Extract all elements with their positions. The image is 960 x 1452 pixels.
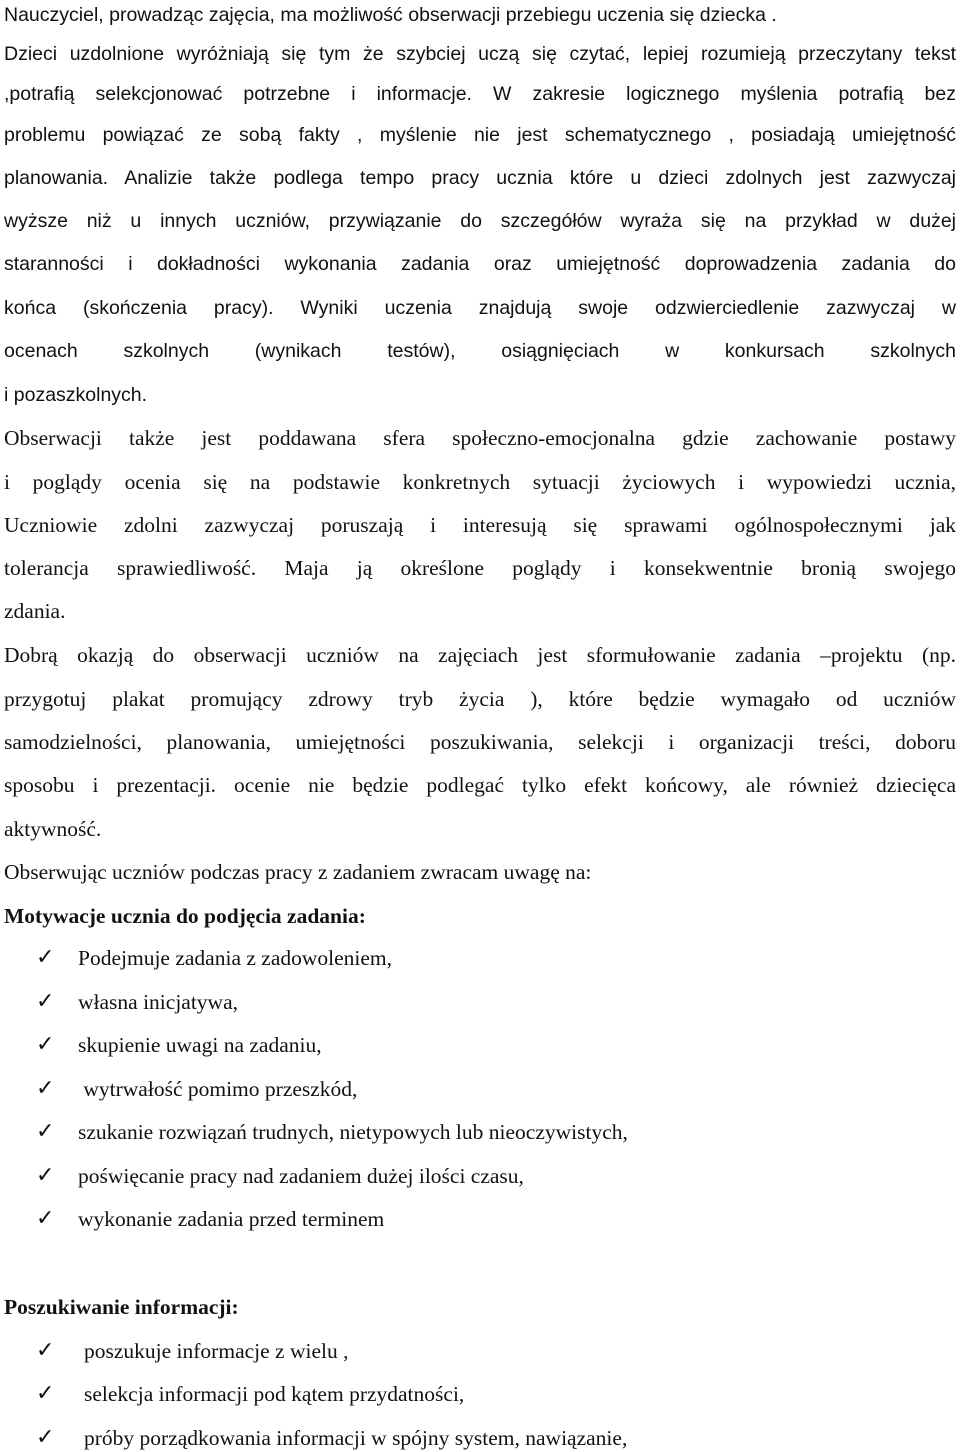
paragraph3-line: sposobu i prezentacji. ocenie nie będzie podlegać tylko efekt końcowy, ale również dziecięca	[4, 773, 956, 797]
paragraph2-line: i poglądy ocenia się na podstawie konkretnych sytuacji życiowych i wypowiedzi ucznia,	[4, 470, 956, 494]
checkmark-icon: ✓	[36, 1206, 55, 1231]
checkmark-icon: ✓	[36, 1076, 55, 1101]
list-item: wykonanie zadania przed terminem	[78, 1207, 385, 1231]
checkmark-icon: ✓	[36, 1425, 55, 1450]
list-item: skupienie uwagi na zadaniu,	[78, 1033, 322, 1057]
paragraph1-line: staranności i dokładności wykonania zadania oraz umiejętność doprowadzenia zadania do	[4, 253, 956, 275]
list-item: poświęcanie pracy nad zadaniem dużej ilości czasu,	[78, 1164, 524, 1188]
section-heading-information: Poszukiwanie informacji:	[4, 1295, 239, 1319]
paragraph1-line: i pozaszkolnych.	[4, 384, 148, 406]
paragraph1-line: wyższe niż u innych uczniów, przywiązanie do szczegółów wyraża się na przykład w dużej	[4, 210, 956, 232]
paragraph1-line: planowania. Analizie także podlega tempo pracy ucznia które u dzieci zdolnych jest zazwyczaj	[4, 167, 956, 189]
paragraph2-line: zdania.	[4, 599, 66, 623]
paragraph1-line: końca (skończenia pracy). Wyniki uczenia znajdują swoje odzwierciedlenie zazwyczaj w	[4, 297, 956, 319]
checkmark-icon: ✓	[36, 1032, 55, 1057]
checkmark-icon: ✓	[36, 1381, 55, 1406]
section-heading-motivation: Motywacje ucznia do podjęcia zadania:	[4, 904, 366, 928]
checkmark-icon: ✓	[36, 989, 55, 1014]
checkmark-icon: ✓	[36, 1338, 55, 1363]
paragraph1-line: Dzieci uzdolnione wyróżniają się tym że szybciej uczą się czytać, lepiej rozumieją przeczytany tekst	[4, 43, 956, 65]
paragraph2-line: Uczniowie zdolni zazwyczaj poruszają i interesują się sprawami ogólnospołecznymi jak	[4, 513, 956, 537]
list-item: próby porządkowania informacji w spójny system, nawiązanie,	[84, 1426, 628, 1450]
paragraph2-line: Obserwacji także jest poddawana sfera społeczno-emocjonalna gdzie zachowanie postawy	[4, 426, 956, 450]
list-item: poszukuje informacje z wielu ,	[84, 1339, 349, 1363]
paragraph3-line: przygotuj plakat promujący zdrowy tryb życia ), które będzie wymagało od uczniów	[4, 687, 956, 711]
paragraph1-line: ocenach szkolnych (wynikach testów), osiągnięciach w konkursach szkolnych	[4, 340, 956, 362]
checkmark-icon: ✓	[36, 1163, 55, 1188]
paragraph3-line: Dobrą okazją do obserwacji uczniów na zajęciach jest sformułowanie zadania –projektu (np.	[4, 643, 956, 667]
paragraph1-line: ,potrafią selekcjonować potrzebne i informacje. W zakresie logicznego myślenia potrafią bez	[4, 83, 956, 105]
checkmark-icon: ✓	[36, 945, 55, 970]
list-item: selekcja informacji pod kątem przydatności,	[84, 1382, 465, 1406]
paragraph1-line: Nauczyciel, prowadząc zajęcia, ma możliwość obserwacji przebiegu uczenia się dziecka .	[4, 4, 777, 26]
list-item: szukanie rozwiązań trudnych, nietypowych lub nieoczywistych,	[78, 1120, 628, 1144]
list-item: własna inicjatywa,	[78, 990, 239, 1014]
checkmark-icon: ✓	[36, 1119, 55, 1144]
paragraph3-line: aktywność.	[4, 817, 102, 841]
paragraph2-line: tolerancja sprawiedliwość. Maja ją określone poglądy i konsekwentnie bronią swojego	[4, 556, 956, 580]
list-item: Podejmuje zadania z zadowoleniem,	[78, 946, 393, 970]
list-item: wytrwałość pomimo przeszkód,	[78, 1077, 358, 1101]
intro-line: Obserwując uczniów podczas pracy z zadaniem zwracam uwagę na:	[4, 860, 592, 884]
paragraph1-line: problemu powiązać ze sobą fakty , myślenie nie jest schematycznego , posiadają umiejętność	[4, 124, 956, 146]
paragraph3-line: samodzielności, planowania, umiejętności poszukiwania, selekcji i organizacji treści, doboru	[4, 730, 956, 754]
